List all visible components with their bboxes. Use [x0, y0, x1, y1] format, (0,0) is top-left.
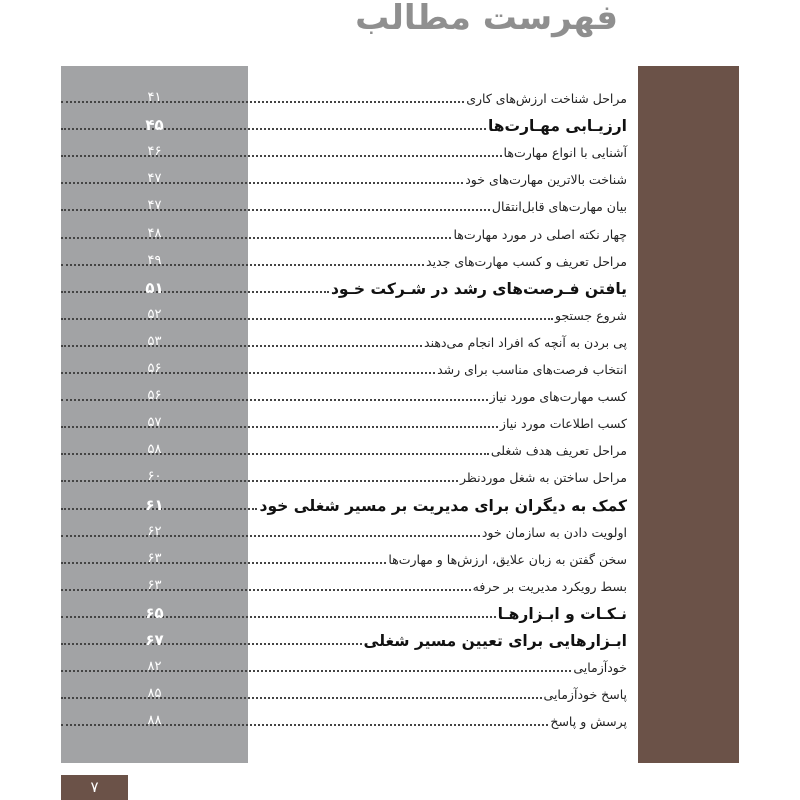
toc-entry-row[interactable]: [61, 134, 627, 161]
toc-entry-title: شروع جستجو: [554, 307, 627, 323]
toc-entry-row[interactable]: [61, 243, 627, 270]
toc-entry-row[interactable]: [61, 80, 627, 107]
toc-entry-row[interactable]: [61, 649, 627, 676]
toc-page-number: ۶۱: [145, 495, 164, 514]
toc-page-number: ۸۸: [147, 713, 162, 729]
toc-entry-title: مراحل تعریف و کسب مهارت‌های جدید: [426, 253, 627, 269]
toc-entry-title: خودآزمایی: [573, 660, 627, 676]
page-title: فهرست مطالب: [355, 0, 618, 38]
toc-page-number: ۵۶: [147, 361, 162, 377]
toc-page-number: ۶۷: [145, 630, 164, 649]
toc-page-number: ۶۳: [147, 577, 162, 593]
toc-page-number: ۶۳: [147, 550, 162, 566]
toc-entry-row[interactable]: [61, 215, 627, 242]
toc-entry-row[interactable]: [61, 459, 627, 486]
toc-entry-title: اولویت دادن به سازمان خود: [481, 524, 627, 540]
toc-page-number: ۵۳: [147, 333, 162, 349]
footer-tab: [61, 775, 128, 800]
toc-entry-row[interactable]: [61, 568, 627, 595]
page-number: ۷: [90, 778, 99, 796]
toc-entry-title: بسط رویکرد مدیریت بر حرفه: [472, 578, 627, 594]
toc-entry-row[interactable]: [61, 297, 627, 324]
toc-page-number: ۵۶: [147, 388, 162, 404]
toc-entry-row[interactable]: [61, 378, 627, 405]
toc-page-number: ۴۱: [147, 90, 162, 106]
toc-entry-title: یافتن فـرصت‌های رشد در شـرکت خـود: [330, 279, 627, 298]
toc-entry-title: مراحل شناخت ارزش‌های کاری: [466, 91, 627, 107]
toc-entry-title: ابـزارهایی برای تعیین مسیر شغلی: [363, 631, 627, 650]
toc-entry-row[interactable]: [61, 351, 627, 378]
toc-entry-title: کسب مهارت‌های مورد نیاز: [489, 389, 627, 405]
toc-entry-row[interactable]: [61, 161, 627, 188]
toc-entry-title: چهار نکته اصلی در مورد مهارت‌ها: [453, 226, 627, 242]
toc-section-row[interactable]: [61, 107, 627, 134]
toc-section-row[interactable]: [61, 270, 627, 297]
toc-entry-title: پرسش و پاسخ: [550, 714, 627, 730]
toc-entry-title: آشنایی با انواع مهارت‌ها: [503, 145, 627, 161]
toc-entry-title: کمک به دیگران برای مدیریت بر مسیر شغلی خود: [259, 496, 627, 515]
toc-entry-title: مراحل ساختن به شغل موردنظر: [460, 470, 627, 486]
toc-page-number: ۴۵: [145, 116, 164, 135]
toc-page-number: ۵۲: [147, 306, 162, 322]
side-accent-bar: [638, 66, 739, 763]
toc-page-number: ۶۰: [147, 469, 162, 485]
toc-page-number: ۵۷: [147, 415, 162, 431]
toc-page-number: ۴۷: [147, 171, 162, 187]
toc-entry-row[interactable]: [61, 514, 627, 541]
toc-entry-title: نـکـات و ابـزارهـا: [497, 604, 627, 623]
toc-entry-title: مراحل تعریف هدف شغلی: [490, 443, 627, 459]
toc-entry-title: ارزیـابی مهـارت‌ها: [487, 117, 627, 136]
toc-section-row[interactable]: [61, 595, 627, 622]
toc-page-number: ۸۵: [147, 686, 162, 702]
toc-page-number: ۵۱: [145, 278, 164, 297]
toc-page-number: ۶۲: [147, 523, 162, 539]
toc-entry-title: پاسخ خودآزمایی: [543, 687, 627, 703]
toc-page-number: ۸۲: [147, 659, 162, 675]
toc-page-number: ۴۹: [147, 252, 162, 268]
toc-page-number: ۵۸: [147, 442, 162, 458]
toc-entry-row[interactable]: [61, 405, 627, 432]
toc-entry-row[interactable]: [61, 703, 627, 730]
toc-page-number: ۴۶: [147, 144, 162, 160]
toc-entry-title: کسب اطلاعات مورد نیاز: [499, 416, 627, 432]
toc-entry-row[interactable]: [61, 676, 627, 703]
toc-entry-row[interactable]: [61, 188, 627, 215]
toc-entry-row[interactable]: [61, 432, 627, 459]
toc-page-number: ۴۷: [147, 198, 162, 214]
toc-page-number: ۴۸: [147, 225, 162, 241]
toc-entry-title: بیان مهارت‌های قابل‌انتقال: [491, 199, 627, 215]
toc-entry-row[interactable]: [61, 324, 627, 351]
toc-entry-row[interactable]: [61, 541, 627, 568]
toc-section-row[interactable]: [61, 622, 627, 649]
toc-entry-title: پی بردن به آنچه که افراد انجام می‌دهند: [424, 334, 627, 350]
toc-entry-title: سخن گفتن به زبان علایق، ارزش‌ها و مهارت‌ها: [388, 551, 627, 567]
toc-entry-title: انتخاب فرصت‌های مناسب برای رشد: [437, 362, 627, 378]
toc-section-row[interactable]: [61, 486, 627, 513]
toc-entry-title: شناخت بالاترین مهارت‌های خود: [465, 172, 627, 188]
table-of-contents: [61, 80, 627, 730]
toc-page-number: ۶۵: [145, 603, 164, 622]
